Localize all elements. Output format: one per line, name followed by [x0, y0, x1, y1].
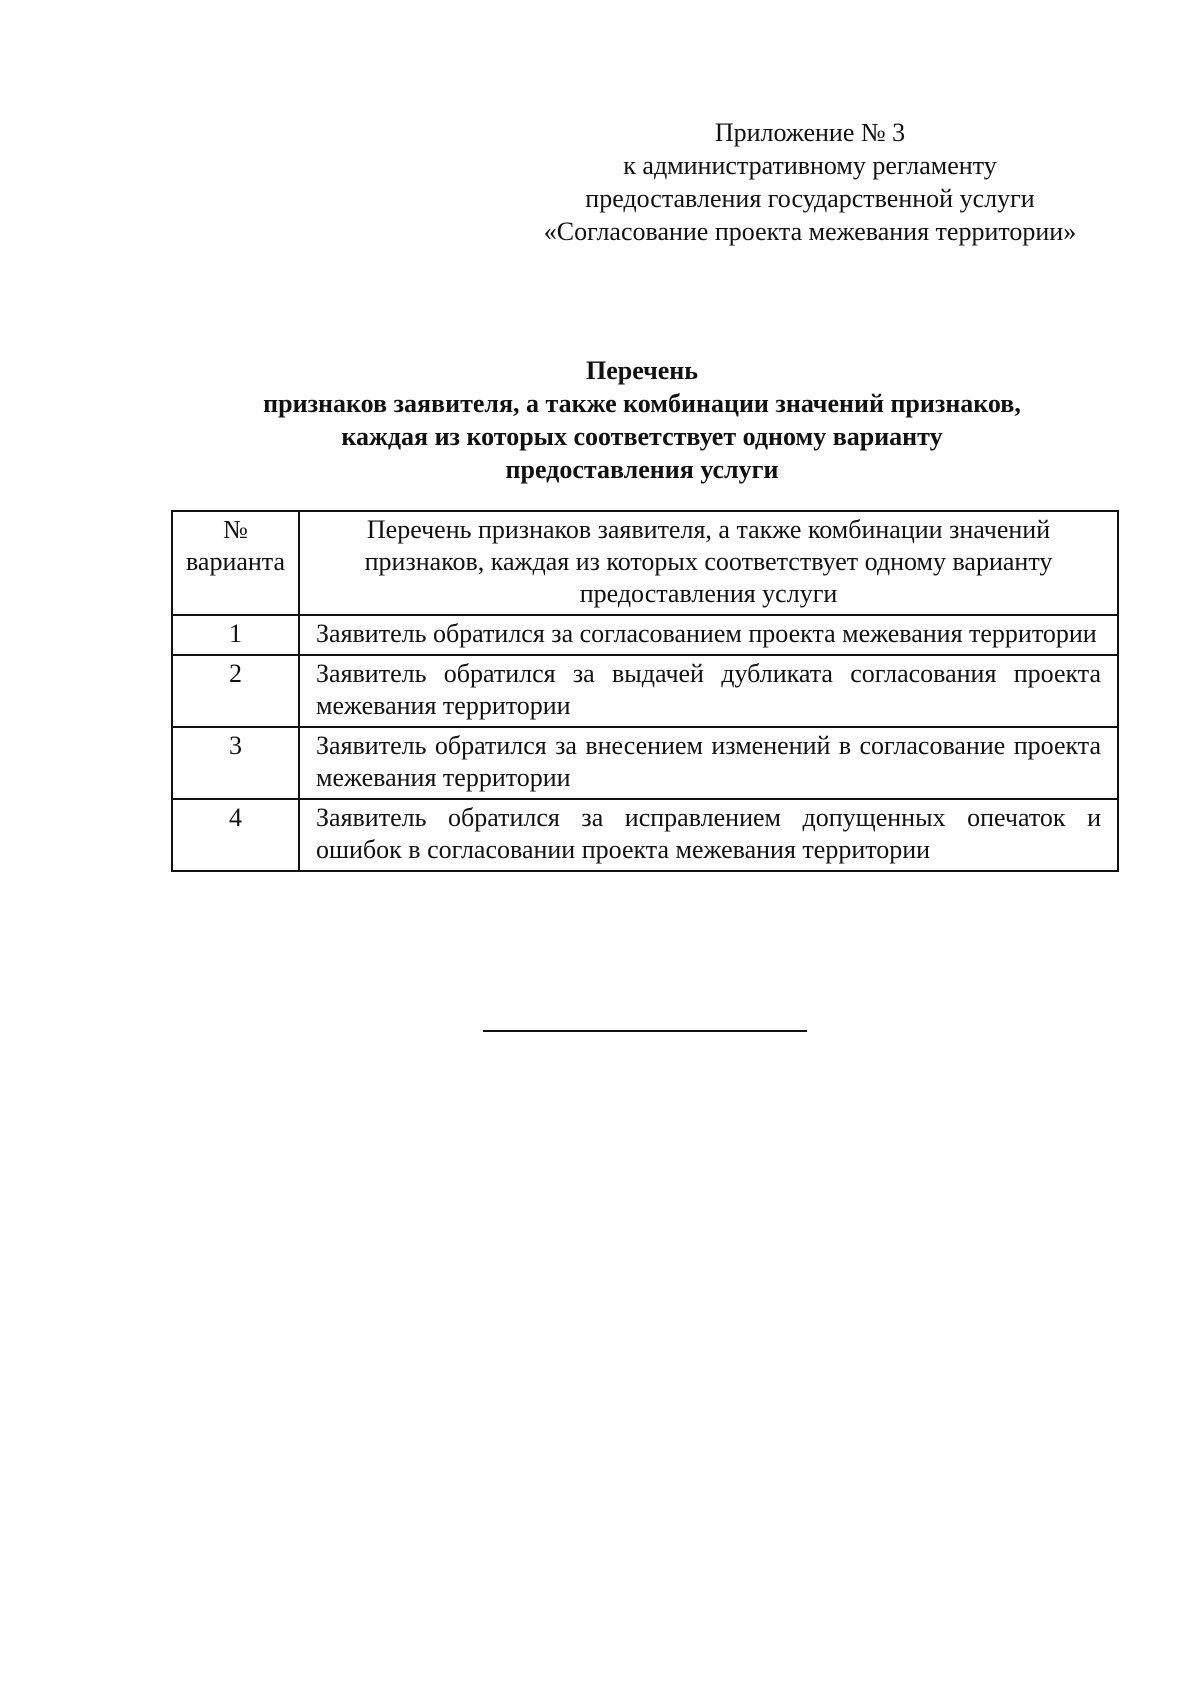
appendix-number: Приложение № 3: [714, 118, 906, 147]
variant-number: 2: [172, 655, 299, 727]
variant-description: Заявитель обратился за выдачей дубликата согласования проекта межевания территории: [299, 655, 1118, 727]
appendix-service: предоставления государственной услуги: [585, 184, 1035, 213]
title-line-2: признаков заявителя, а также комбинации значений признаков,: [263, 389, 1021, 418]
variant-description: Заявитель обратился за исправлением допущенных опечаток и ошибок в согласовании проекта межевания территории: [299, 799, 1118, 871]
title-line-1: Перечень: [585, 356, 699, 385]
title-line-4: предоставления услуги: [505, 455, 779, 484]
table-row: [172, 799, 1118, 871]
table-row: [172, 655, 1118, 727]
variants-table: [171, 510, 1119, 872]
header-description: Перечень признаков заявителя, а также комбинации значений признаков, каждая из которых соответствует одному варианту предоставления услуги: [299, 511, 1118, 615]
variant-description: Заявитель обратился за внесением изменений в согласование проекта межевания территории: [299, 727, 1118, 799]
appendix-header: [520, 116, 1100, 248]
table-header-row: [172, 511, 1118, 615]
variant-number: 3: [172, 727, 299, 799]
header-num-label: варианта: [185, 547, 286, 576]
variant-number: 1: [172, 615, 299, 655]
table-row: [172, 727, 1118, 799]
appendix-reference: к административному регламенту: [623, 151, 997, 180]
variant-description: Заявитель обратился за согласованием проекта межевания территории: [299, 615, 1118, 655]
document-title: [160, 354, 1124, 486]
header-variant-number: [172, 511, 299, 615]
appendix-service-name: «Согласование проекта межевания территории»: [543, 217, 1077, 246]
end-divider: [483, 1030, 807, 1032]
title-line-3: каждая из которых соответствует одному варианту: [341, 422, 943, 451]
variant-number: 4: [172, 799, 299, 871]
header-num-symbol: №: [223, 515, 248, 544]
table-row: [172, 615, 1118, 655]
